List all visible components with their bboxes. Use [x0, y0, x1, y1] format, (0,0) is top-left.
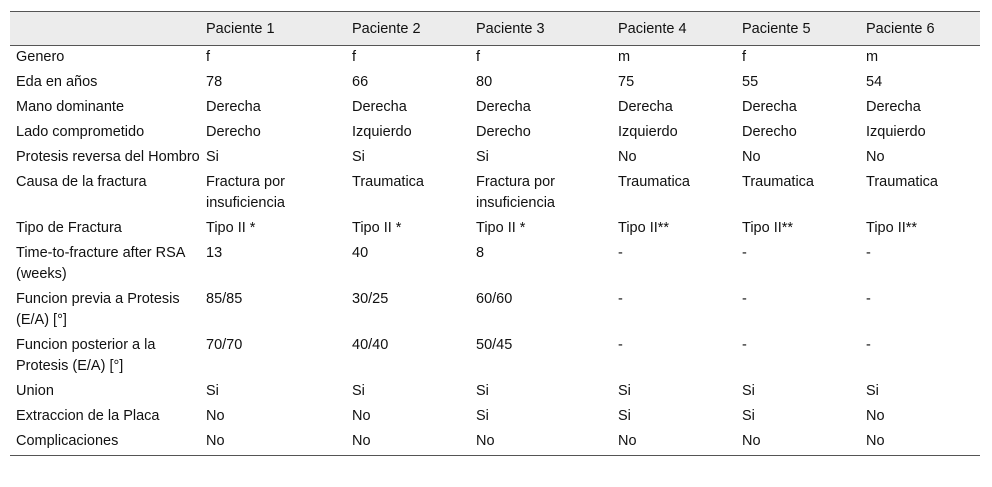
table-cell: 55	[742, 74, 759, 90]
table-cell: Derecha	[352, 99, 407, 115]
table-cell: Si	[618, 383, 631, 399]
table-cell: 85/85	[206, 291, 243, 307]
table-cell: Tipo II *	[476, 220, 526, 236]
header-row	[10, 12, 980, 46]
table-cell: No	[742, 149, 761, 165]
table-cell: 66	[352, 74, 369, 90]
table-cell: Traumatica	[742, 174, 814, 190]
table-cell: No	[206, 433, 225, 449]
table-row	[10, 217, 980, 242]
table-cell: Tipo II**	[742, 220, 794, 236]
table-cell: 78	[206, 74, 223, 90]
row-label-cell: Complicaciones	[16, 433, 119, 449]
table-cell: Si	[206, 149, 219, 165]
table-cell: No	[866, 149, 885, 165]
table-cell: 80	[476, 74, 493, 90]
row-label-cell: Time-to-fracture after RSA (weeks)	[16, 245, 185, 282]
table-cell: f	[476, 49, 481, 65]
table-row	[10, 146, 980, 171]
table-cell: Derecha	[476, 99, 531, 115]
row-label-cell: Lado comprometido	[16, 124, 145, 140]
table-cell: Izquierdo	[866, 124, 926, 140]
row-label-cell: Funcion posterior a la Protesis (E/A) [°]	[16, 337, 156, 374]
table-cell: 70/70	[206, 337, 243, 353]
table-cell: 75	[618, 74, 635, 90]
table-row	[10, 288, 980, 334]
table-cell: Tipo II *	[352, 220, 402, 236]
table-row	[10, 121, 980, 146]
table-row	[10, 171, 980, 217]
table-cell: No	[476, 433, 495, 449]
table-cell: m	[618, 49, 631, 65]
table-cell: Izquierdo	[352, 124, 412, 140]
table-cell: 60/60	[476, 291, 513, 307]
table-cell: 8	[476, 245, 485, 261]
table-cell: f	[742, 49, 747, 65]
row-label-cell: Extraccion de la Placa	[16, 408, 160, 424]
table-row	[10, 430, 980, 456]
table-cell: 50/45	[476, 337, 513, 353]
table-cell: Traumatica	[866, 174, 938, 190]
table-body	[10, 46, 980, 456]
patients-table	[10, 11, 980, 456]
row-label-cell: Tipo de Fractura	[16, 220, 122, 236]
table-cell: Si	[476, 149, 489, 165]
table-cell: -	[866, 337, 871, 353]
table-cell: No	[352, 433, 371, 449]
table-cell: No	[742, 433, 761, 449]
table-cell: 54	[866, 74, 883, 90]
row-label-cell: Causa de la fractura	[16, 174, 147, 190]
row-label-cell: Genero	[16, 49, 65, 65]
table-cell: Fractura por insuficiencia	[206, 174, 285, 211]
row-label-cell: Funcion previa a Protesis (E/A) [°]	[16, 291, 180, 328]
header-cell-paciente-6: Paciente 6	[866, 20, 935, 37]
table-cell: -	[742, 245, 747, 261]
table-cell: -	[618, 291, 623, 307]
header-cell-paciente-5: Paciente 5	[742, 20, 811, 37]
table-cell: No	[206, 408, 225, 424]
table-cell: Si	[742, 408, 755, 424]
row-label-cell: Eda en años	[16, 74, 98, 90]
table-cell: Si	[476, 383, 489, 399]
table-cell: 40/40	[352, 337, 389, 353]
table-cell: No	[618, 149, 637, 165]
table-cell: Traumatica	[618, 174, 690, 190]
table-cell: 30/25	[352, 291, 389, 307]
table-cell: Derecho	[742, 124, 797, 140]
table-row	[10, 380, 980, 405]
table-cell: Si	[618, 408, 631, 424]
table-cell: 40	[352, 245, 369, 261]
table-cell: -	[742, 291, 747, 307]
table-cell: Traumatica	[352, 174, 424, 190]
table-cell: -	[618, 245, 623, 261]
header-cell-paciente-2: Paciente 2	[352, 20, 421, 37]
header-cell-empty	[10, 12, 200, 46]
table-cell: Si	[476, 408, 489, 424]
table-cell: Derecha	[206, 99, 261, 115]
table-cell: Derecho	[476, 124, 531, 140]
table-cell: No	[618, 433, 637, 449]
table-cell: Izquierdo	[618, 124, 678, 140]
table-cell: Si	[352, 383, 365, 399]
table-cell: No	[866, 433, 885, 449]
table-cell: f	[352, 49, 357, 65]
table-cell: m	[866, 49, 879, 65]
table-cell: Derecho	[206, 124, 261, 140]
table-cell: Tipo II**	[866, 220, 918, 236]
table-cell: Tipo II *	[206, 220, 256, 236]
table-cell: 13	[206, 245, 223, 261]
table-cell: Tipo II**	[618, 220, 670, 236]
table-cell: Fractura por insuficiencia	[476, 174, 555, 211]
table-cell: Si	[866, 383, 879, 399]
table-cell: -	[866, 245, 871, 261]
table-row	[10, 71, 980, 96]
table-row	[10, 46, 980, 72]
table-cell: Si	[206, 383, 219, 399]
header-cell-paciente-3: Paciente 3	[476, 20, 545, 37]
header-cell-paciente-4: Paciente 4	[618, 20, 687, 37]
table-cell: -	[866, 291, 871, 307]
header-cell-paciente-1: Paciente 1	[206, 20, 275, 37]
table-cell: Si	[742, 383, 755, 399]
table-cell: Derecha	[742, 99, 797, 115]
table-row	[10, 242, 980, 288]
table-cell: Derecha	[618, 99, 673, 115]
row-label-cell: Protesis reversa del Hombro	[16, 149, 200, 165]
table-cell: Si	[352, 149, 365, 165]
table-row	[10, 405, 980, 430]
table-cell: No	[352, 408, 371, 424]
row-label-cell: Mano dominante	[16, 99, 125, 115]
table-cell: No	[866, 408, 885, 424]
table-row	[10, 334, 980, 380]
table-header	[10, 12, 980, 46]
table-cell: -	[742, 337, 747, 353]
table-cell: -	[618, 337, 623, 353]
row-label-cell: Union	[16, 383, 54, 399]
table-cell: Derecha	[866, 99, 921, 115]
table-cell: f	[206, 49, 211, 65]
table-row	[10, 96, 980, 121]
